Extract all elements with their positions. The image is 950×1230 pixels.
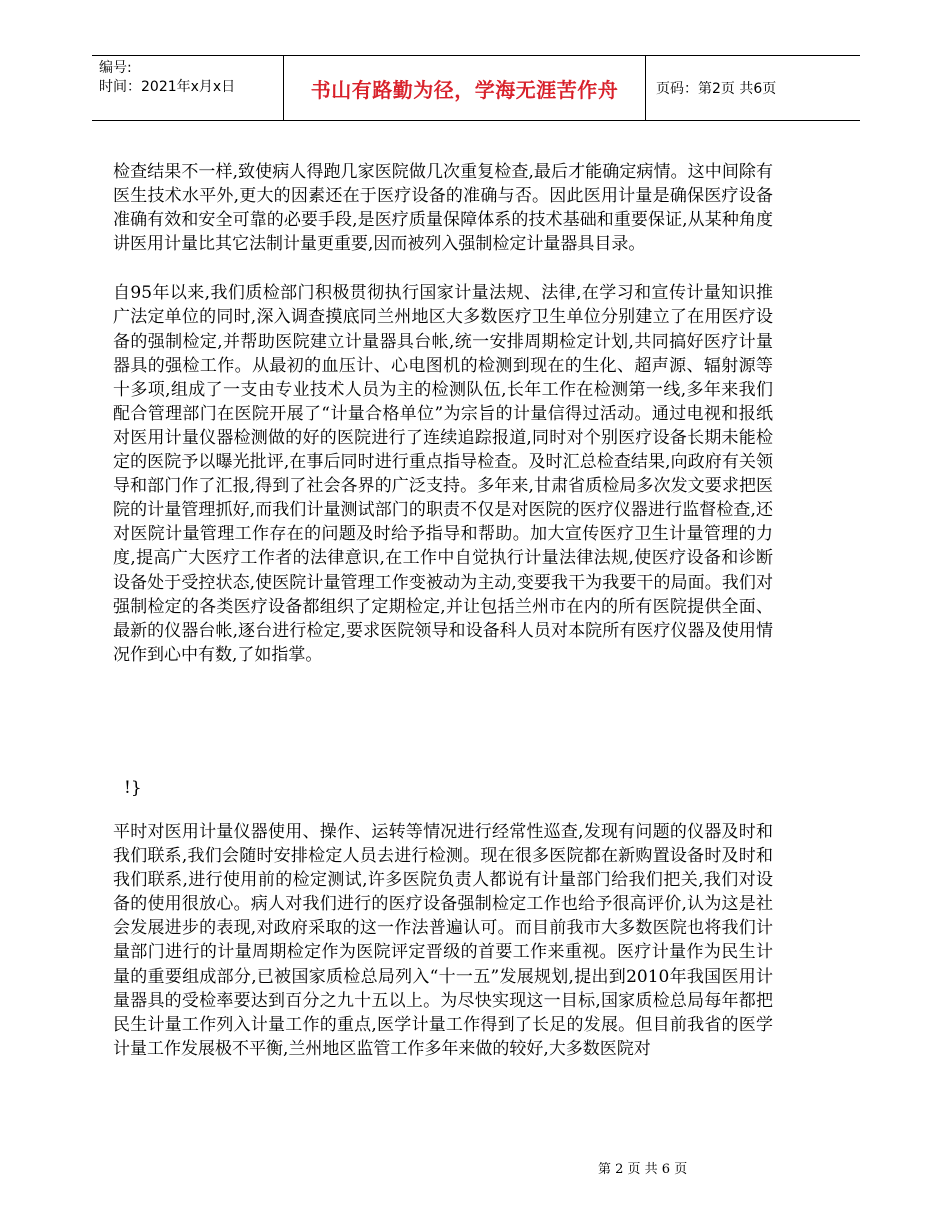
page-info: 页码：第2页 共6页 xyxy=(656,81,777,97)
page-footer: 第 2 页 共 6 页 xyxy=(598,1162,688,1177)
stray-marker: !} xyxy=(124,778,142,798)
body-content-continued xyxy=(113,820,773,1061)
page-header xyxy=(92,55,860,121)
paragraph: 检查结果不一样,致使病人得跑几家医院做几次重复检查,最后才能确定病情。这中间除有医生技术水平外,更大的因素还在于医疗设备的准确与否。因此医用计量是确保医疗设备准确有效和安全可靠的必要手段,是医疗质量保障体系的技术基础和重要保证,从某种角度讲医用计量比其它法制计量更重要,因而被列入强制检定计量器具目录。 xyxy=(113,162,773,255)
header-motto-cell xyxy=(284,56,646,120)
header-left-cell xyxy=(92,56,284,120)
header-page-cell xyxy=(646,56,860,120)
body-content xyxy=(113,160,773,667)
number-label: 编号: xyxy=(99,60,132,76)
motto-text: 书山有路勤为径，学海无涯苦作舟 xyxy=(310,77,619,102)
time-label: 时间：2021年x月x日 xyxy=(99,79,236,95)
paragraph: 自95年以来,我们质检部门积极贯彻执行国家计量法规、法律,在学习和宣传计量知识推广法定单位的同时,深入调查摸底同兰州地区大多数医疗卫生单位分别建立了在用医疗设备的强制检定,并帮助医院建立计量器具台帐,统一安排周期检定计划,共同搞好医疗计量器具的强检工作。从最初的血压计、心电图机的检测到现在的生化、超声源、辐射源等十多项,组成了一支由专业技术人员为主的检测队伍,长年工作在检测第一线,多年来我们配合管理部门在医院开展了“计量合格单位”为宗旨的计量信得过活动。通过电视和报纸对医用计量仪器检测做的好的医院进行了连续追踪报道,同时对个别医疗设备长期未能检定的医院予以曝光批评,在事后同时进行重点指导检查。及时汇总检查结果,向政府有关领导和部门作了汇报,得到了社会各界的广泛支持。多年来,甘肃省质检局多次发文要求把医院的计量管理抓好,而我们计量测试部门的职责不仅是对医院的医疗仪器进行监督检查,还对医院计量管理工作存在的问题及时给予指导和帮助。加大宣传医疗卫生计量管理的力度,提高广大医疗工作者的法律意识,在工作中自觉执行计量法律法规,使医疗设备和诊断设备处于受控状态,使医院计量管理工作变被动为主动,变要我干为我要干的局面。我们对强制检定的各类医疗设备都组织了定期检定,并让包括兰州市在内的所有医院提供全面、最新的仪器台帐,逐台进行检定,要求医院领导和设备科人员对本院所有医疗仪器及使用情况作到心中有数,了如指掌。 xyxy=(113,283,773,665)
paragraph: 平时对医用计量仪器使用、操作、运转等情况进行经常性巡查,发现有问题的仪器及时和我们联系,我们会随时安排检定人员去进行检测。现在很多医院都在新购置设备时及时和我们联系,进行使用前的检定测试,许多医院负责人都说有计量部门给我们把关,我们对设备的使用很放心。病人对我们进行的医疗设备强制检定工作也给予很高评价,认为这是社会发展进步的表现,对政府采取的这一作法普遍认可。而目前我市大多数医院也将我们计量部门进行的计量周期检定作为医院评定晋级的首要工作来重视。医疗计量作为民生计量的重要组成部分,已被国家质检总局列入“十一五”发展规划,提出到2010年我国医用计量器具的受检率要达到百分之九十五以上。为尽快实现这一目标,国家质检总局每年都把民生计量工作列入计量工作的重点,医学计量工作得到了长足的发展。但目前我省的医学计量工作发展极不平衡,兰州地区监管工作多年来做的较好,大多数医院对 xyxy=(113,822,773,1059)
